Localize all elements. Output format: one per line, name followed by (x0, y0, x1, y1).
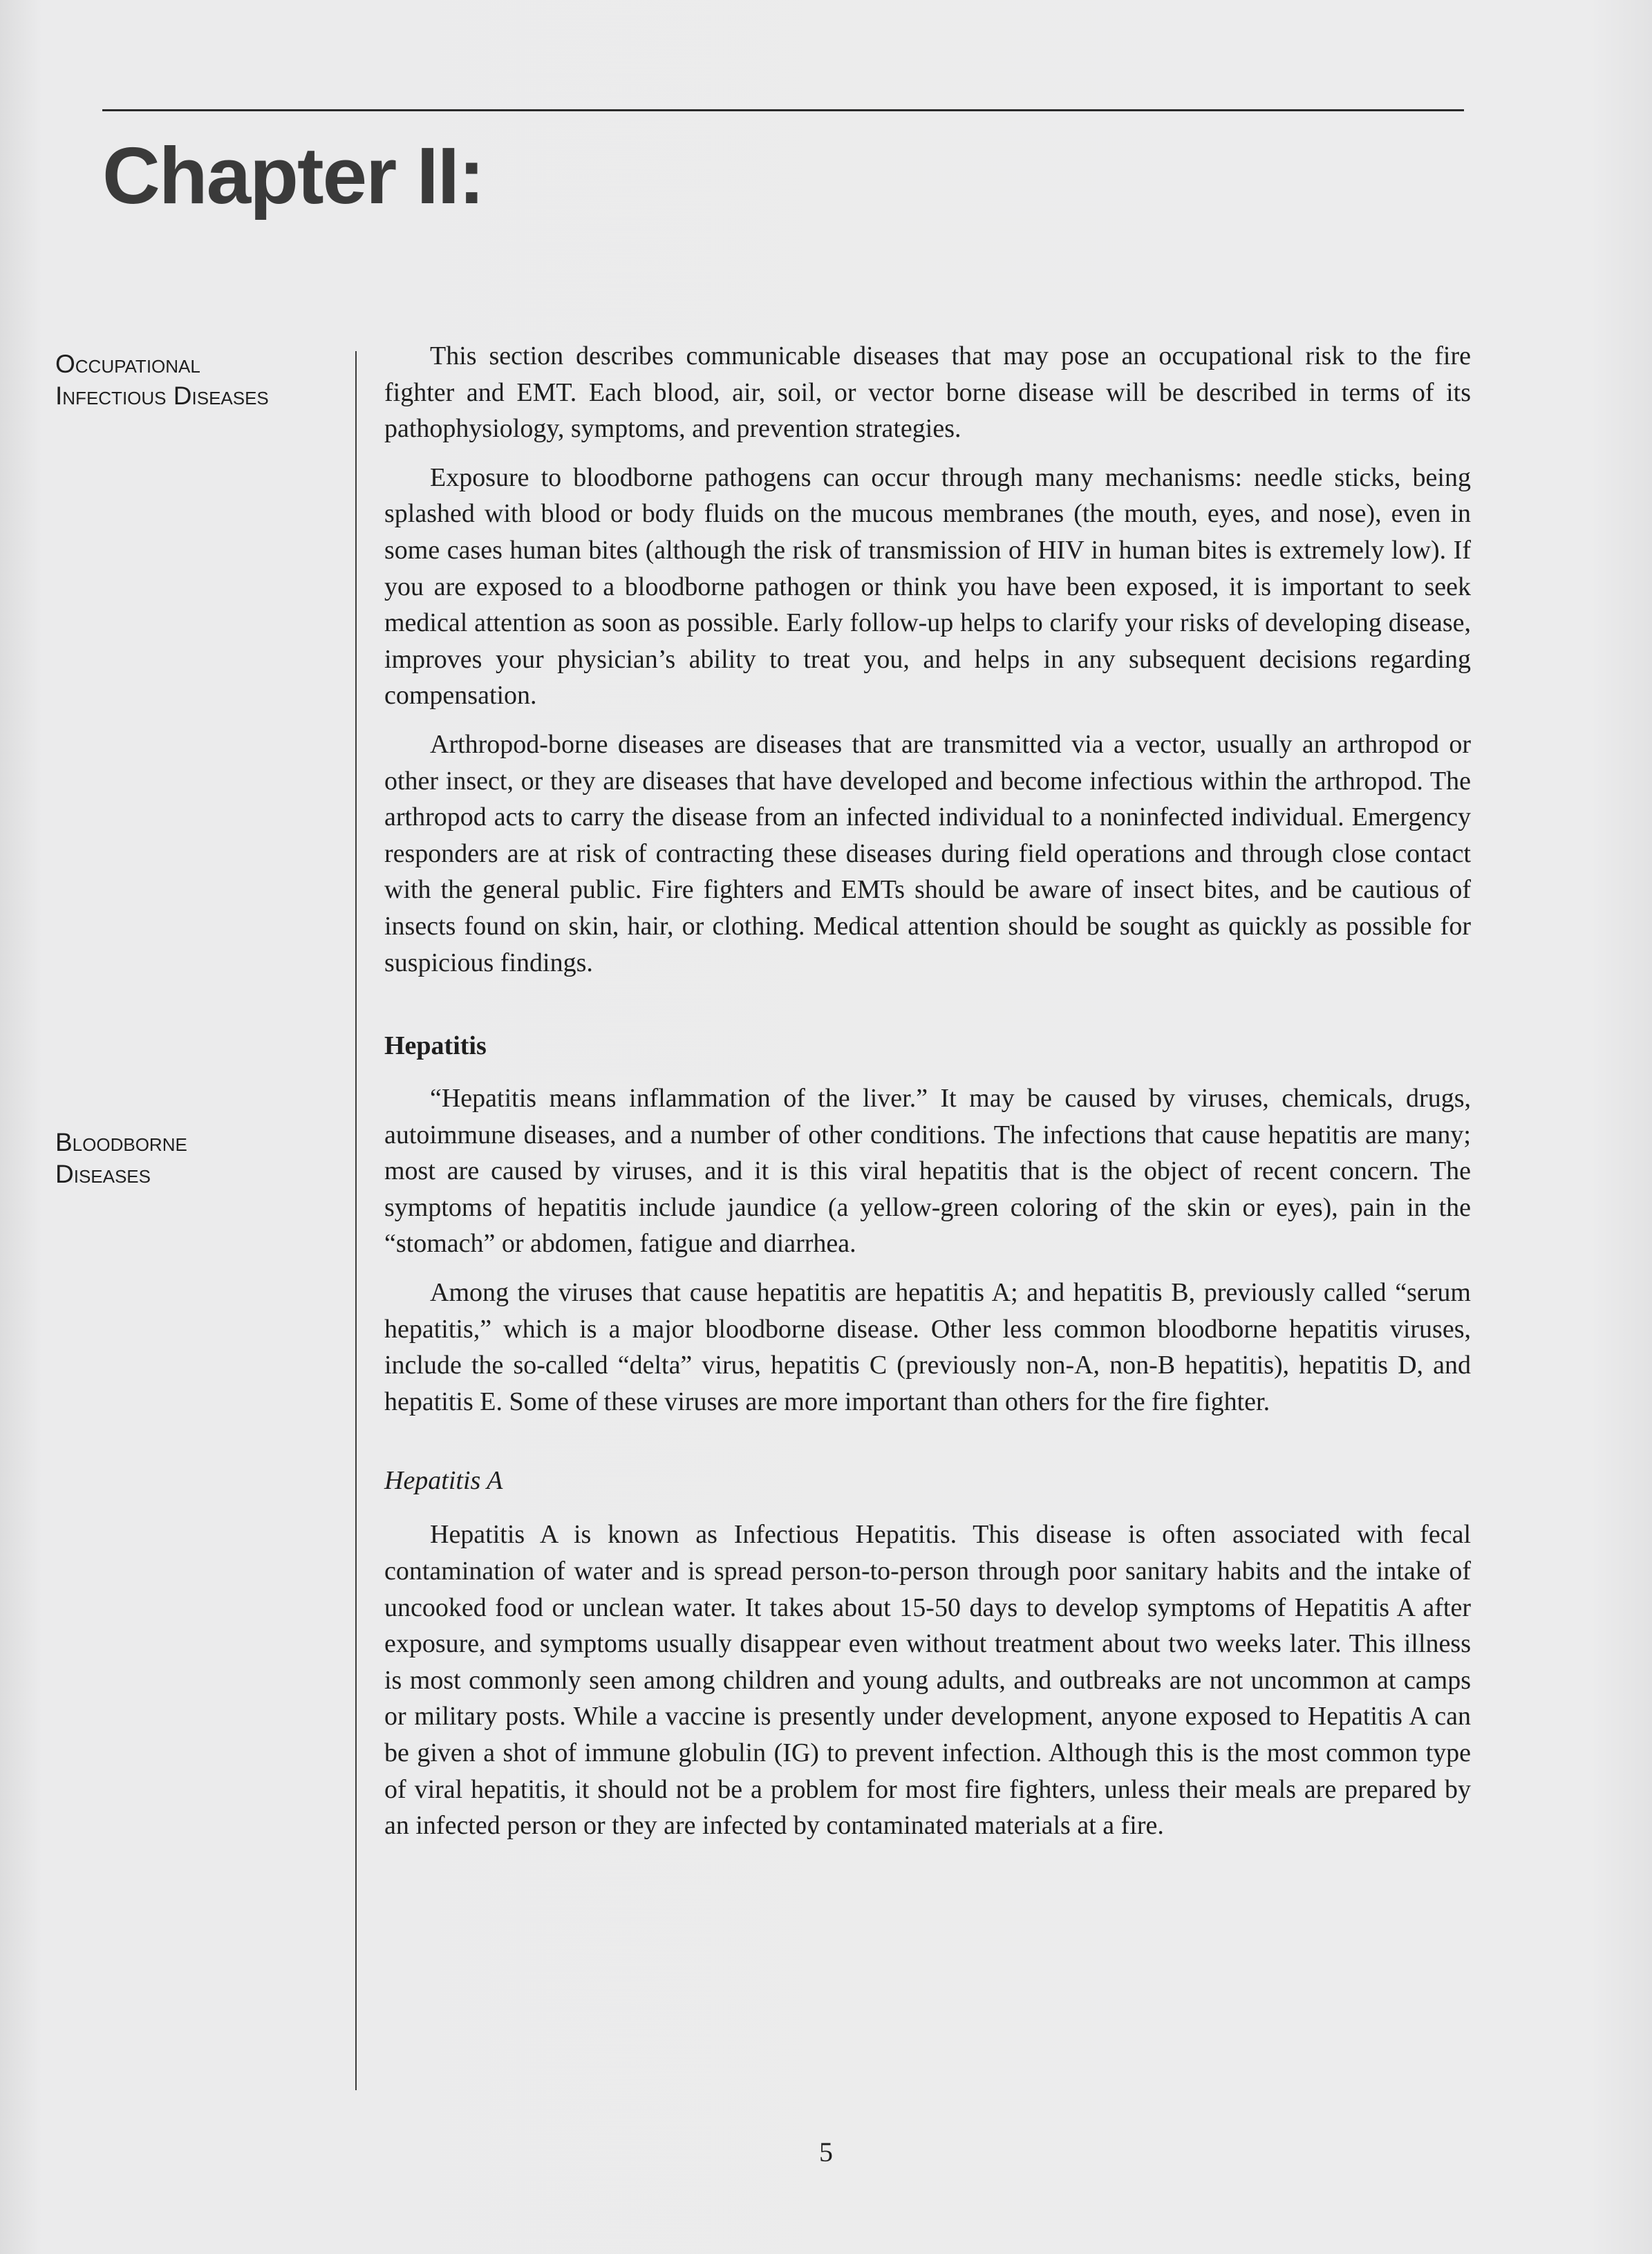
main-content (384, 338, 1471, 1857)
sidebar-heading-line: Diseases (55, 1160, 151, 1188)
body-paragraph: Among the viruses that cause hepatitis are hepatitis A; and hepatitis B, previously called “serum hepatitis,” which is a major bloodborne disease. Other less common bloodborne hepatitis viruses, include the so-called “delta” virus, hepatitis C (previously non-A, non-B hepatitis), hepatitis D, and hepatitis E. Some of these viruses are more important than others for the fire fighter. (384, 1278, 1471, 1416)
body-paragraph: Exposure to bloodborne pathogens can occur through many mechanisms: needle sticks, being splashed with blood or body fluids on the mucous membranes (the mouth, eyes, and nose), even in some cases human bites (although the risk of transmission of HIV in human bites is extremely low). If you are exposed to a bloodborne pathogen or think you have been exposed, it is important to seek medical attention as soon as possible. Early follow-up helps to clarify your risks of developing disease, improves your physician’s ability to treat you, and helps in any subsequent decisions regarding compensation. (384, 462, 1471, 711)
sidebar-heading-line: Infectious Diseases (55, 382, 269, 410)
body-paragraph: “Hepatitis means inflammation of the liver.” It may be caused by viruses, chemicals, drugs, autoimmune diseases, and a number of other conditions. The infections that cause hepatitis are many; most are caused by viruses, and it is this viral hepatitis that is the object of recent concern. The symptoms of hepatitis include jaundice (a yellow-green coloring of the skin or eyes), pain in the “stomach” or abdomen, fatigue and diarrhea. (384, 1084, 1471, 1259)
sidebar-heading-bloodborne (55, 1127, 332, 1190)
margin-rule (355, 351, 357, 2090)
page-number: 5 (819, 2136, 833, 2168)
body-paragraph: Arthropod-borne diseases are diseases that are transmitted via a vector, usually an arthropod or other insect, or they are diseases that have developed and become infectious within the arthropod. The arthropod acts to carry the disease from an infected individual to a noninfected individual. Emergency responders are at risk of contracting these diseases during field operations and through close contact with the general public. Fire fighters and EMTs should be aware of insect bites, and be cautious of insects found on skin, hair, or clothing. Medical attention should be sought as quickly as possible for suspicious findings. (384, 729, 1471, 977)
sidebar-heading-occupational (55, 348, 332, 412)
chapter-title: Chapter II: (102, 131, 484, 220)
sidebar-heading-line: Occupational (55, 350, 200, 378)
section-heading-hepatitis: Hepatitis (384, 1031, 487, 1061)
body-paragraph: This section describes communicable diseases that may pose an occupational risk to the fire fighter and EMT. Each blood, air, soil, or vector borne disease will be described in terms of its pathophysiology, symptoms, and prevention strategies. (384, 341, 1471, 444)
body-paragraph: Hepatitis A is known as Infectious Hepatitis. This disease is often associated with fecal contamination of water and is spread person-to-person through poor sanitary habits and the intake of uncooked food or unclean water. It takes about 15-50 days to develop symptoms of Hepatitis A after exposure, and symptoms usually disappear even without treatment about two weeks later. This illness is most commonly seen among children and young adults, and outbreaks are not uncommon at camps or military posts. While a vaccine is presently under development, anyone exposed to Hepatitis A can be given a shot of immune globulin (IG) to prevent infection. Although this is the most common type of viral hepatitis, it should not be a problem for most fire fighters, unless their meals are prepared by an infected person or they are infected by contaminated materials at a fire. (384, 1520, 1471, 1841)
header-rule (102, 109, 1464, 111)
subsection-heading-hepatitis-a: Hepatitis A (384, 1466, 503, 1496)
sidebar-heading-line: Bloodborne (55, 1128, 187, 1156)
